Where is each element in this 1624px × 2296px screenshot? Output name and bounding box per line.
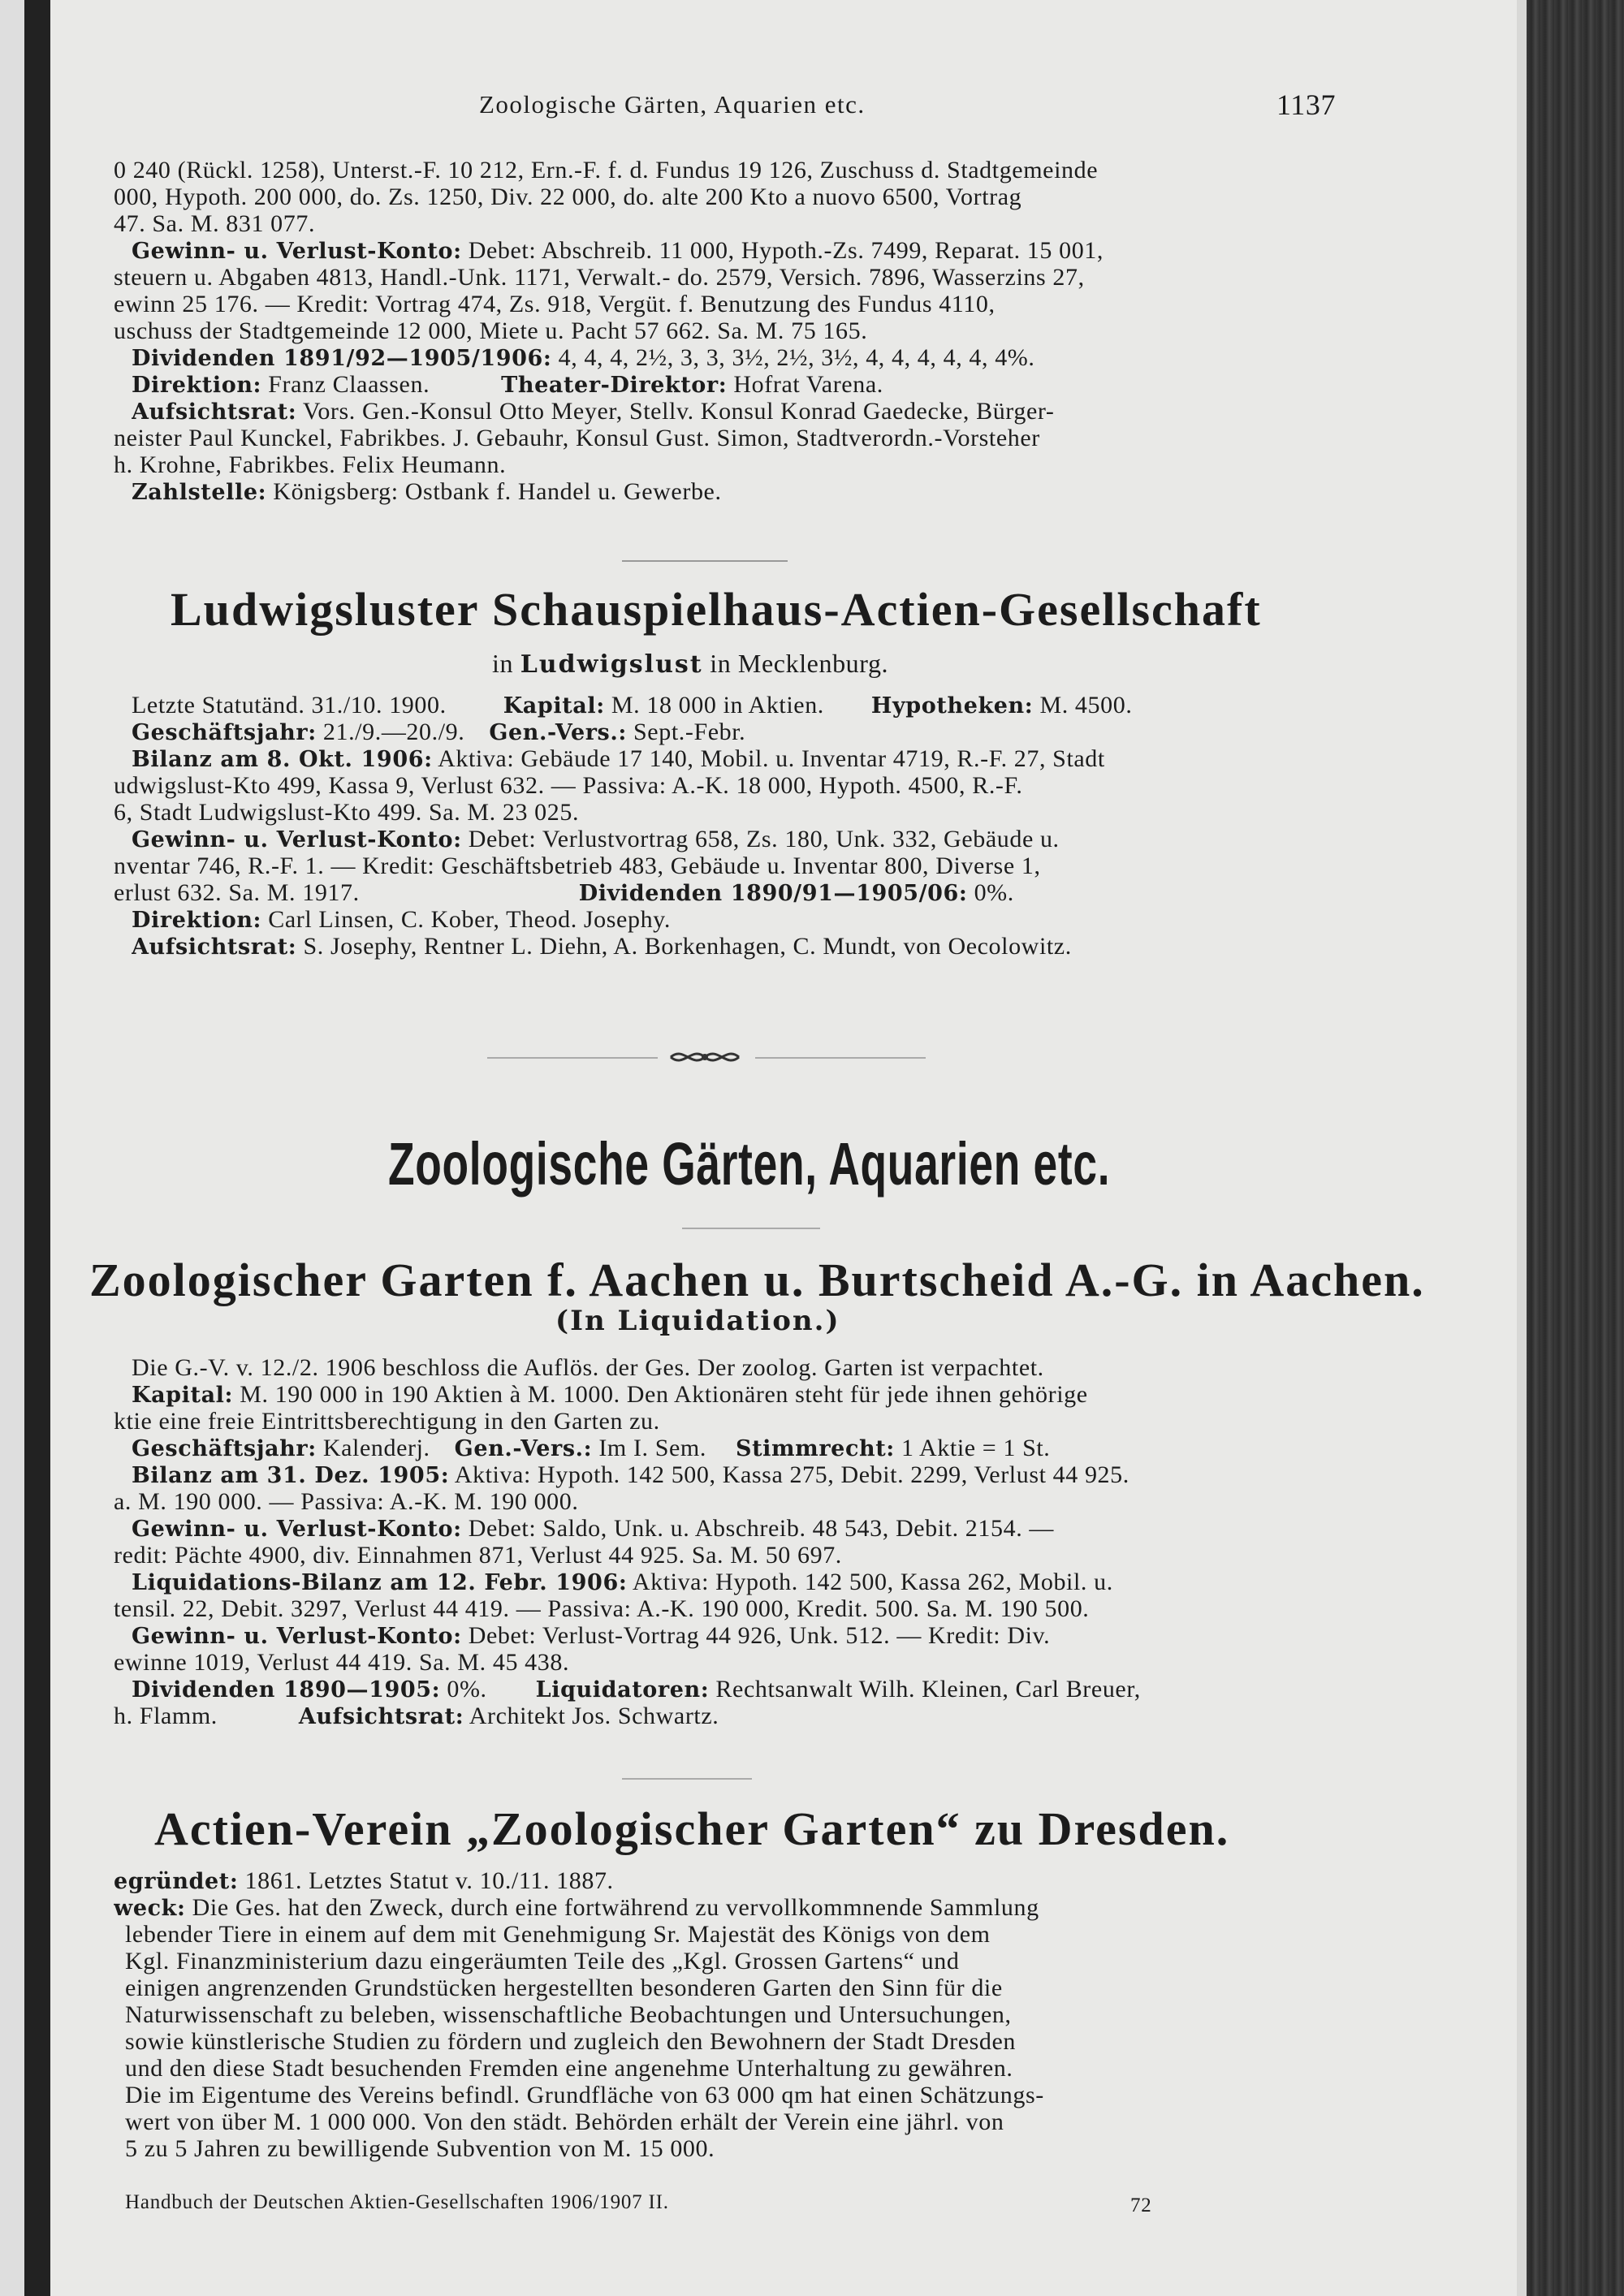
text-line: Geschäftsjahr: Kalenderj. Gen.-Vers.: Im I. Sem. Stimmrecht: 1 Aktie = 1 St. (132, 1435, 1051, 1461)
signature-mark: 72 (1130, 2195, 1152, 2216)
text-line: Bilanz am 8. Okt. 1906: Aktiva: Gebäude 17 140, Mobil. u. Inventar 4719, R.-F. 27, Stadt (132, 745, 1105, 772)
text-line: Gewinn- u. Verlust-Konto: Debet: Abschreib. 11 000, Hypoth.-Zs. 7499, Reparat. 15 001, (132, 237, 1104, 264)
text-line: neister Paul Kunckel, Fabrikbes. J. Gebauhr, Konsul Gust. Simon, Stadtverordn.-Vorsteher (114, 425, 1040, 451)
divider (487, 1057, 658, 1059)
text-line: h. Flamm. Aufsichtsrat: Architekt Jos. Schwartz. (114, 1703, 719, 1729)
page-number: 1137 (1276, 88, 1337, 121)
text-line: Die im Eigentume des Vereins befindl. Grundfläche von 63 000 qm hat einen Schätzungs- (125, 2082, 1044, 2108)
label: Gen.-Vers.: (489, 720, 627, 745)
text-line: ktie eine freie Eintrittsberechtigung in den Garten zu. (114, 1408, 660, 1435)
label: Bilanz am 31. Dez. 1905: (132, 1463, 450, 1488)
text-line: und den diese Stadt besuchenden Fremden eine angenehme Unterhaltung zu gewähren. (125, 2055, 1013, 2082)
book-binding-edge (1527, 0, 1624, 2296)
text-line: a. M. 190 000. — Passiva: A.-K. M. 190 000. (114, 1488, 579, 1515)
text-line: Die G.-V. v. 12./2. 1906 beschloss die Auflös. der Ges. Der zoolog. Garten ist verpachtet. (132, 1354, 1044, 1381)
label: Gen.-Vers.: (454, 1436, 593, 1461)
label: egründet: (114, 1869, 239, 1894)
book-page (65, 0, 1504, 2296)
text-line: 0 240 (Rückl. 1258), Unterst.-F. 10 212, Ern.-F. f. d. Fundus 19 126, Zuschuss d. Stadtgemeinde (114, 157, 1099, 183)
company-title: Ludwigsluster Schauspielhaus-Actien-Gesellschaft (171, 583, 1262, 636)
label: Geschäftsjahr: (132, 1436, 317, 1461)
divider (622, 560, 788, 562)
label: Dividenden 1890—1905: (132, 1677, 441, 1703)
text-line: redit: Pächte 4900, div. Einnahmen 871, Verlust 44 925. Sa. M. 50 697. (114, 1542, 842, 1569)
text-line: Zahlstelle: Königsberg: Ostbank f. Handel u. Gewerbe. (132, 478, 722, 505)
divider (755, 1057, 926, 1059)
label: Dividenden 1890/91—1905/06: (578, 881, 968, 906)
text-line: Aufsichtsrat: S. Josephy, Rentner L. Diehn, A. Borkenhagen, C. Mundt, von Oecolowitz. (132, 933, 1072, 960)
liquidation-note: (In Liquidation.) (555, 1305, 840, 1337)
text-line: weck: Die Ges. hat den Zweck, durch eine fortwährend zu vervollkommnende Sammlung (114, 1894, 1039, 1921)
text-line: Dividenden 1890—1905: 0%. Liquidatoren: Rechtsanwalt Wilh. Kleinen, Carl Breuer, (132, 1676, 1141, 1703)
label: Gewinn- u. Verlust-Konto: (132, 827, 462, 852)
ornament-icon (667, 1044, 742, 1070)
text-line: tensil. 22, Debit. 3297, Verlust 44 419. — Passiva: A.-K. 190 000, Kredit. 500. Sa. M. 190 500. (114, 1595, 1090, 1622)
text-line: Letzte Statutänd. 31./10. 1900. Kapital: M. 18 000 in Aktien. Hypotheken: M. 4500. (132, 692, 1133, 719)
label: Hypotheken: (870, 693, 1034, 719)
label: Bilanz am 8. Okt. 1906: (132, 747, 433, 772)
label: Kapital: (503, 693, 605, 719)
label: Aufsichtsrat: (132, 934, 297, 960)
scan-left-margin (0, 0, 24, 2296)
text-line: 6, Stadt Ludwigslust-Kto 499. Sa. M. 23 025. (114, 799, 580, 826)
label: Direktion: (132, 908, 262, 933)
label: Gewinn- u. Verlust-Konto: (132, 1517, 462, 1542)
label: Liquidations-Bilanz am 12. Febr. 1906: (132, 1570, 628, 1595)
section-title: Zoologische Gärten, Aquarien etc. (388, 1130, 1111, 1198)
label: Gewinn- u. Verlust-Konto: (132, 239, 462, 264)
divider (622, 1778, 752, 1780)
label: Dividenden 1891/92—1905/1906: (132, 346, 552, 371)
text-line: sowie künstlerische Studien zu fördern und zugleich den Bewohnern der Stadt Dresden (125, 2028, 1017, 2055)
text-line: erlust 632. Sa. M. 1917. Dividenden 1890/91—1905/06: 0%. (114, 879, 1014, 906)
label: Kapital: (132, 1383, 234, 1408)
text-line: lebender Tiere in einem auf dem mit Genehmigung Sr. Majestät des Königs von dem (125, 1921, 991, 1948)
text-line: einigen angrenzenden Grundstücken hergestellten besonderen Garten den Sinn für die (125, 1974, 1003, 2001)
text-line: ewinn 25 176. — Kredit: Vortrag 474, Zs. 918, Vergüt. f. Benutzung des Fundus 4110, (114, 291, 996, 317)
text-line: Gewinn- u. Verlust-Konto: Debet: Saldo, Unk. u. Abschreib. 48 543, Debit. 2154. — (132, 1515, 1054, 1542)
text-line: ewinne 1019, Verlust 44 419. Sa. M. 45 438. (114, 1649, 570, 1676)
label: Gewinn- u. Verlust-Konto: (132, 1624, 462, 1649)
label: weck: (114, 1896, 186, 1921)
text-line: steuern u. Abgaben 4813, Handl.-Unk. 1171, Verwalt.- do. 2579, Versich. 7896, Wasserzins 27, (114, 264, 1085, 291)
text-line: nventar 746, R.-F. 1. — Kredit: Geschäftsbetrieb 483, Gebäude u. Inventar 800, Diverse 1, (114, 852, 1041, 879)
text-line: Bilanz am 31. Dez. 1905: Aktiva: Hypoth. 142 500, Kassa 275, Debit. 2299, Verlust 44 925. (132, 1461, 1129, 1488)
text-line: Direktion: Franz Claassen. Theater-Direktor: Hofrat Varena. (132, 371, 883, 398)
scan-left-shadow (24, 0, 50, 2296)
label: Stimmrecht: (735, 1436, 895, 1461)
label: Zahlstelle: (132, 480, 267, 505)
label: Theater-Direktor: (501, 373, 728, 398)
text-line: Aufsichtsrat: Vors. Gen.-Konsul Otto Meyer, Stellv. Konsul Konrad Gaedecke, Bürger- (132, 398, 1055, 425)
footer-text: Handbuch der Deutschen Aktien-Gesellschaften 1906/1907 II. (125, 2191, 669, 2213)
company-title: Actien-Verein „Zoologischer Garten“ zu Dresden. (154, 1802, 1230, 1855)
label: Aufsichtsrat: (132, 399, 297, 425)
text-line: Dividenden 1891/92—1905/1906: 4, 4, 4, 2½, 3, 3, 3½, 2½, 3½, 4, 4, 4, 4, 4, 4%. (132, 344, 1035, 371)
scan-right-margin (1517, 0, 1527, 2296)
text-line: 47. Sa. M. 831 077. (114, 210, 316, 237)
text-line: 5 zu 5 Jahren zu bewilligende Subvention von M. 15 000. (125, 2135, 715, 2162)
text-line: udwigslust-Kto 499, Kassa 9, Verlust 632. — Passiva: A.-K. 18 000, Hypoth. 4500, R.-F. (114, 772, 1023, 799)
company-location: in Ludwigslust in Mecklenburg. (492, 649, 889, 679)
text-line: Naturwissenschaft zu beleben, wissenschaftliche Beobachtungen und Untersuchungen, (125, 2001, 1012, 2028)
text-line: wert von über M. 1 000 000. Von den städt. Behörden erhält der Verein eine jährl. von (125, 2108, 1004, 2135)
text-line: 000, Hypoth. 200 000, do. Zs. 1250, Div. 22 000, do. alte 200 Kto a nuovo 6500, Vortrag (114, 183, 1022, 210)
text-line: Kapital: M. 190 000 in 190 Aktien à M. 1000. Den Aktionären steht für jede ihnen gehörige (132, 1381, 1088, 1408)
text-line: Gewinn- u. Verlust-Konto: Debet: Verlustvortrag 658, Zs. 180, Unk. 332, Gebäude u. (132, 826, 1060, 852)
text-line: h. Krohne, Fabrikbes. Felix Heumann. (114, 451, 507, 478)
text-line: Geschäftsjahr: 21./9.—20./9. Gen.-Vers.: Sept.-Febr. (132, 719, 746, 745)
label: Geschäftsjahr: (132, 720, 317, 745)
text-line: Liquidations-Bilanz am 12. Febr. 1906: Aktiva: Hypoth. 142 500, Kassa 262, Mobil. u. (132, 1569, 1113, 1595)
company-title: Zoologischer Garten f. Aachen u. Burtscheid A.-G. in Aachen. (89, 1254, 1425, 1306)
divider (682, 1228, 820, 1229)
text-line: Kgl. Finanzministerium dazu eingeräumten Teile des „Kgl. Grossen Gartens“ und (125, 1948, 960, 1974)
text-line: Gewinn- u. Verlust-Konto: Debet: Verlust-Vortrag 44 926, Unk. 512. — Kredit: Div. (132, 1622, 1051, 1649)
label: Direktion: (132, 373, 262, 398)
text-line: uschuss der Stadtgemeinde 12 000, Miete u. Pacht 57 662. Sa. M. 75 165. (114, 317, 868, 344)
label: Liquidatoren: (535, 1677, 710, 1703)
label: Aufsichtsrat: (298, 1704, 464, 1729)
text-line: egründet: 1861. Letztes Statut v. 10./11. 1887. (114, 1867, 614, 1894)
running-header: Zoologische Gärten, Aquarien etc. (479, 90, 866, 119)
text-line: Direktion: Carl Linsen, C. Kober, Theod. Josephy. (132, 906, 671, 933)
